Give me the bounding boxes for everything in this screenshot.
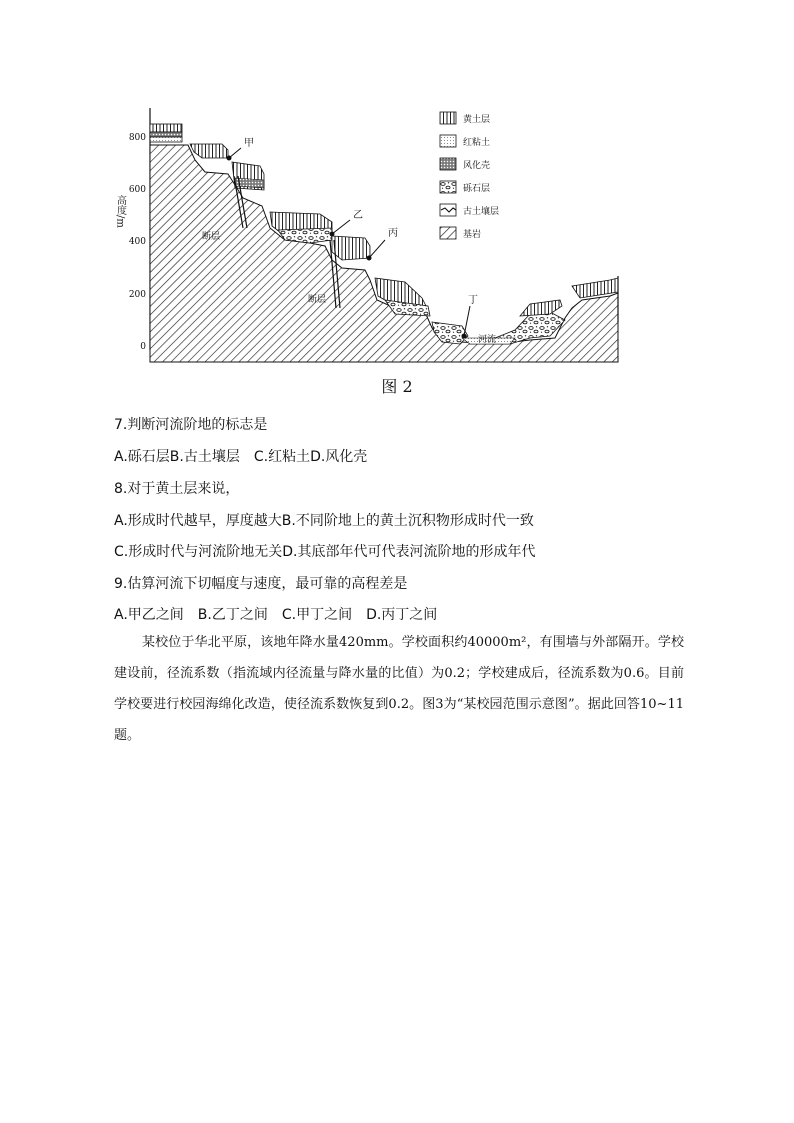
terrace4-loess — [332, 236, 370, 260]
option: B.乙丁之间 — [197, 607, 268, 623]
legend-swatch-paleosol — [440, 204, 456, 216]
option: B.古土壤层 — [169, 449, 240, 465]
legend-swatch-loess — [440, 112, 456, 124]
legend-label: 黄土层 — [463, 115, 491, 125]
legend-swatch-weathering-crust — [440, 158, 456, 170]
terrace1-clay — [150, 137, 182, 142]
option: D.风化壳 — [310, 449, 368, 465]
option: C.甲丁之间 — [281, 607, 353, 623]
reading-passage — [114, 627, 684, 751]
label-fault-1: 断层 — [202, 232, 221, 242]
label-yi: 乙 — [353, 210, 363, 221]
option: D.其底部年代可代表河流阶地的形成年代 — [282, 544, 536, 560]
legend-label: 基岩 — [463, 230, 482, 240]
legend-label: 古土壤层 — [463, 207, 500, 217]
option: B.不同阶地上的黄土沉积物形成时代一致 — [281, 513, 534, 529]
option: A.形成时代越早，厚度越大 — [114, 513, 282, 529]
legend-label: 风化壳 — [463, 161, 491, 171]
legend — [440, 112, 499, 240]
y-tick-label: 400 — [128, 237, 146, 247]
terrace1-loess — [150, 124, 182, 132]
terrace-profile-svg — [110, 100, 630, 370]
option: A.砾石层 — [114, 449, 170, 465]
label-river: 河流 — [478, 335, 497, 345]
right-terrace-loess — [520, 300, 562, 316]
legend-label: 砾石层 — [463, 184, 491, 194]
question-7-stem: 7.判断河流阶地的标志是 — [114, 417, 268, 433]
right-upper-loess — [572, 278, 618, 298]
y-axis-title: 高度/m — [114, 195, 126, 228]
option: C.红粘土 — [253, 449, 311, 465]
legend-swatch-bedrock — [440, 227, 456, 239]
terrace-profile-figure — [110, 100, 630, 370]
label-fault-2: 断层 — [308, 295, 327, 305]
figure-caption: 图 2 — [381, 377, 413, 396]
y-tick-label: 600 — [128, 185, 146, 195]
question-7-options — [114, 446, 367, 466]
y-tick-label: 800 — [128, 133, 146, 143]
legend-swatch-red-clay — [440, 135, 456, 147]
option: A.甲乙之间 — [114, 607, 184, 623]
terrace2-loess — [190, 144, 228, 158]
passage-text: 某校位于华北平原，该地年降水量420mm。学校面积约40000m²，有围墙与外部隔开。学校建设前，径流系数（指流域内径流量与降水量的比值）为0.2；学校建成后，径流系数为0.6。目前学校要进行校园海绵化改造，使径流系数恢复到0.2。图3为“某校园范围示意图”。据此回答10~11题。 — [114, 635, 684, 743]
y-tick-label: 200 — [128, 290, 146, 300]
label-bing: 丙 — [388, 228, 398, 239]
label-jia: 甲 — [244, 138, 254, 149]
y-tick-label: 0 — [140, 342, 146, 352]
question-8-options-row2 — [114, 541, 535, 561]
legend-swatch-gravel — [440, 181, 456, 193]
question-9-stem: 9.估算河流下切幅度与速度，最可靠的高程差是 — [114, 576, 408, 592]
question-9-options — [114, 604, 437, 624]
terrace1-crust — [150, 132, 182, 137]
question-8-stem: 8.对于黄土层来说， — [114, 481, 240, 497]
legend-label: 红粘土 — [463, 138, 491, 148]
question-8-options-row1 — [114, 510, 534, 530]
option: D.丙丁之间 — [366, 607, 438, 623]
label-ding: 丁 — [468, 295, 478, 306]
option: C.形成时代与河流阶地无关 — [114, 544, 283, 560]
